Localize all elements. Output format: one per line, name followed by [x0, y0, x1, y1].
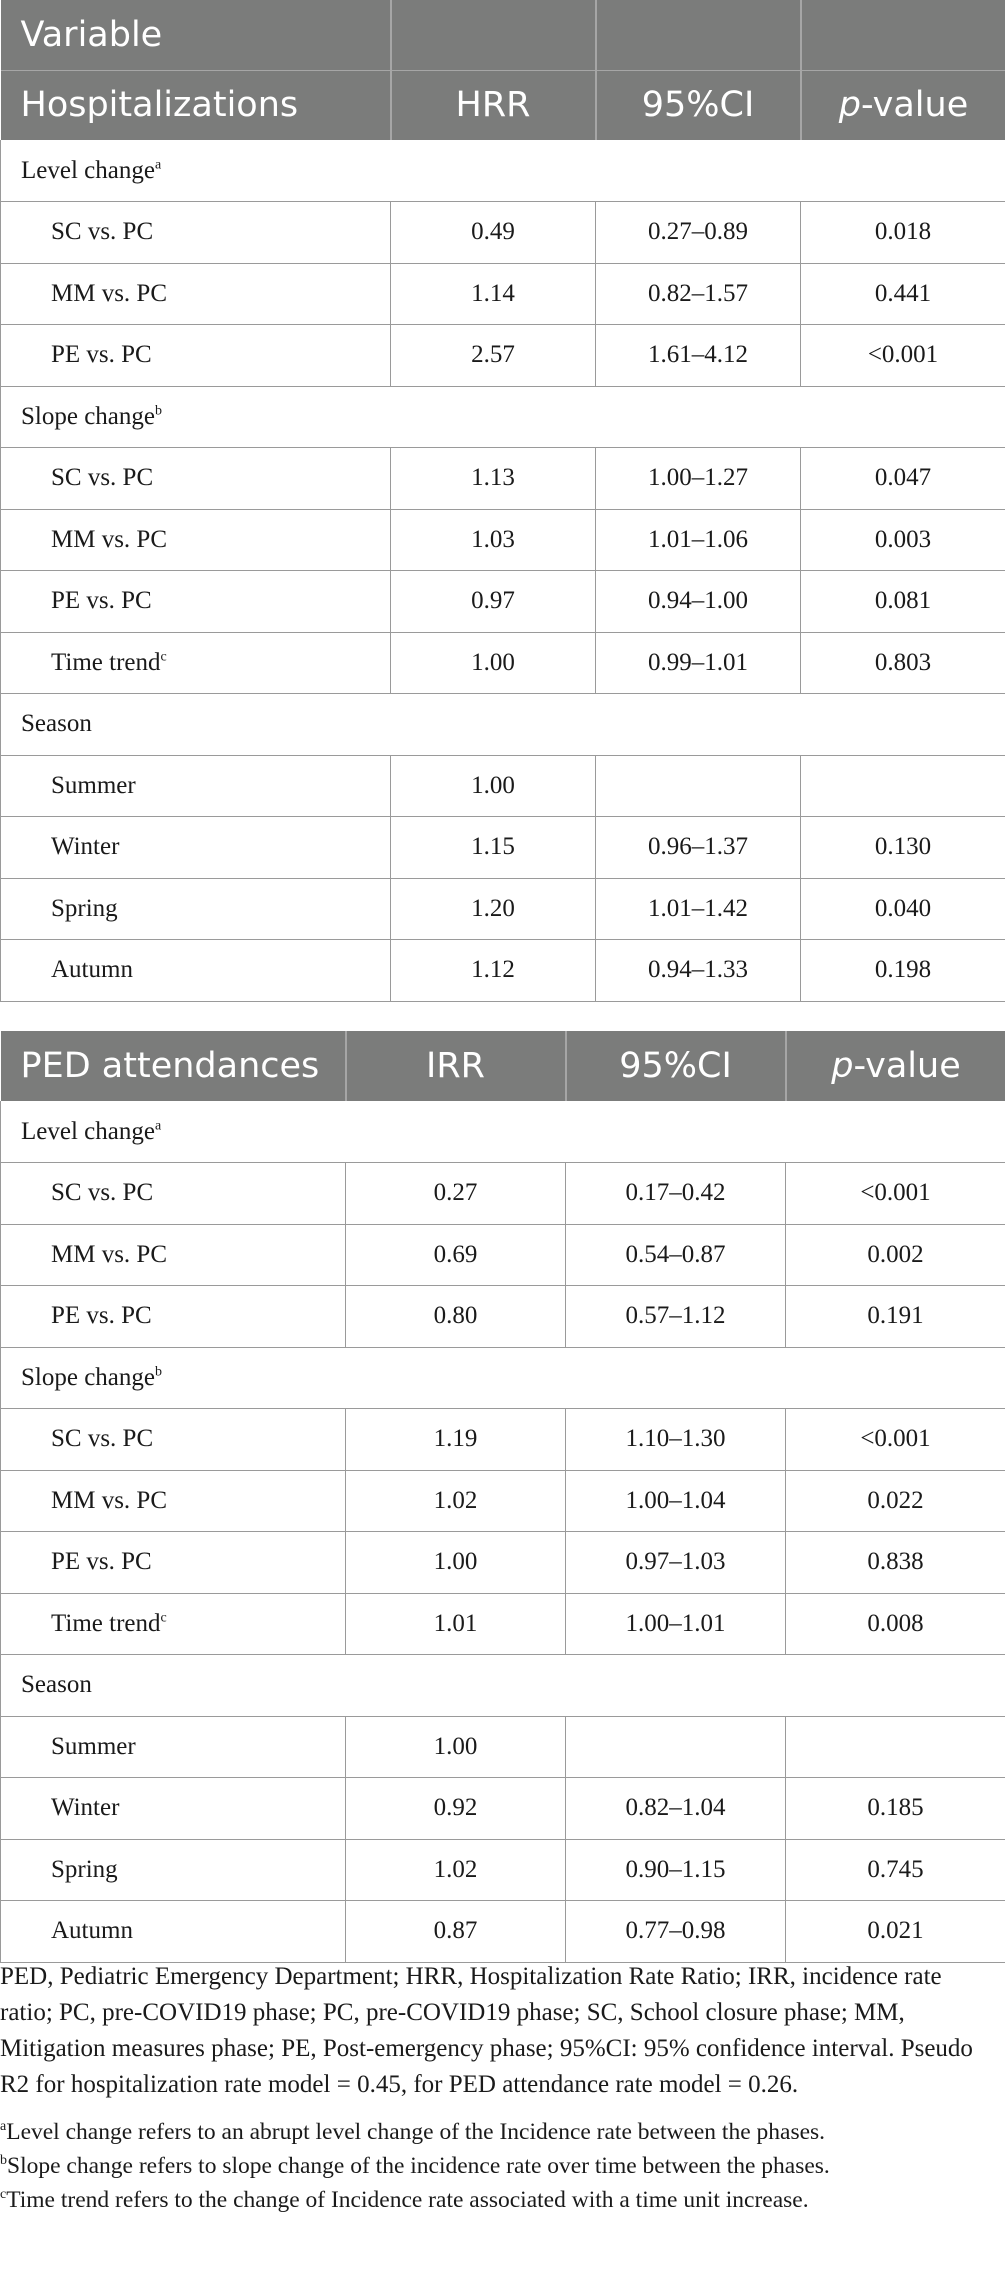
hospitalizations-header: Hospitalizations: [1, 70, 391, 140]
table-row: MM vs. PC 1.03 1.01–1.06 0.003: [1, 509, 1005, 571]
table-row: Spring 1.20 1.01–1.42 0.040: [1, 878, 1005, 940]
hrr-header: HRR: [391, 70, 596, 140]
table-row: Summer 1.00: [1, 1716, 1005, 1778]
ped-attendances-header: PED attendances: [1, 1031, 346, 1101]
section-row-season: Season: [1, 694, 1005, 756]
table-row: Summer 1.00: [1, 755, 1005, 817]
table-row: Winter 0.92 0.82–1.04 0.185: [1, 1778, 1005, 1840]
hospitalizations-table: [0, 0, 1005, 1002]
column-header-row: [1, 1031, 1005, 1101]
ci-header: 95%CI: [596, 70, 801, 140]
table-row: MM vs. PC 0.69 0.54–0.87 0.002: [1, 1224, 1005, 1286]
footnote-a: $^a$Level change refers to an abrupt level change of the Incidence rate between the phases.: [0, 2119, 826, 2145]
irr-header: IRR: [346, 1031, 566, 1101]
p-value-header: p-value: [801, 70, 1005, 140]
table-footnotes: [0, 1959, 990, 2217]
table-row: MM vs. PC 1.14 0.82–1.57 0.441: [1, 263, 1005, 325]
section-row-level-change: Level change$^a$: [1, 140, 1005, 202]
table-row: Time trend$^c$ 1.01 1.00–1.01 0.008: [1, 1593, 1005, 1655]
section-row-slope-change: Slope change$^b$: [1, 386, 1005, 448]
table-row: PE vs. PC 1.00 0.97–1.03 0.838: [1, 1532, 1005, 1594]
table-row: Autumn 0.87 0.77–0.98 0.021: [1, 1901, 1005, 1963]
section-row-level-change: Level change$^a$: [1, 1101, 1005, 1163]
abbreviations-footnote: PED, Pediatric Emergency Department; HRR, Hospitalization Rate Ratio; IRR, incidence rate ratio; PC, pre-COVID19 phase; PC, pre-COVID19 phase; SC, School closure phase; MM, Mitigation measures phase; PE, Post-emergency phase; 95%CI: 95% confidence interval. Pseudo R2 for hospitalization rate model = 0.45, for PED attendance rate model = 0.26.: [0, 1963, 973, 2098]
table-row: SC vs. PC 0.49 0.27–0.89 0.018: [1, 202, 1005, 264]
table-row: Spring 1.02 0.90–1.15 0.745: [1, 1839, 1005, 1901]
ci-header: 95%CI: [566, 1031, 786, 1101]
table-row: Time trend$^c$ 1.00 0.99–1.01 0.803: [1, 632, 1005, 694]
table-row: Autumn 1.12 0.94–1.33 0.198: [1, 940, 1005, 1002]
variable-header: Variable: [1, 0, 391, 70]
table-row: MM vs. PC 1.02 1.00–1.04 0.022: [1, 1470, 1005, 1532]
table-row: SC vs. PC 1.13 1.00–1.27 0.047: [1, 448, 1005, 510]
table-row: PE vs. PC 0.80 0.57–1.12 0.191: [1, 1286, 1005, 1348]
footnote-b: $^b$Slope change refers to slope change of the incidence rate over time between the phases.: [0, 2153, 830, 2179]
column-header-row: [1, 70, 1005, 140]
table-row: Winter 1.15 0.96–1.37 0.130: [1, 817, 1005, 879]
variable-header-row: [1, 0, 1005, 70]
table-row: PE vs. PC 0.97 0.94–1.00 0.081: [1, 571, 1005, 633]
ped-attendances-table: [0, 1031, 1005, 1963]
table-row: SC vs. PC 1.19 1.10–1.30 <0.001: [1, 1409, 1005, 1471]
p-value-header: p-value: [786, 1031, 1005, 1101]
section-row-season: Season: [1, 1655, 1005, 1717]
table-row: PE vs. PC 2.57 1.61–4.12 <0.001: [1, 325, 1005, 387]
table-row: SC vs. PC 0.27 0.17–0.42 <0.001: [1, 1163, 1005, 1225]
section-row-slope-change: Slope change$^b$: [1, 1347, 1005, 1409]
footnote-c: $^c$Time trend refers to the change of Incidence rate associated with a time unit increase.: [0, 2187, 809, 2213]
